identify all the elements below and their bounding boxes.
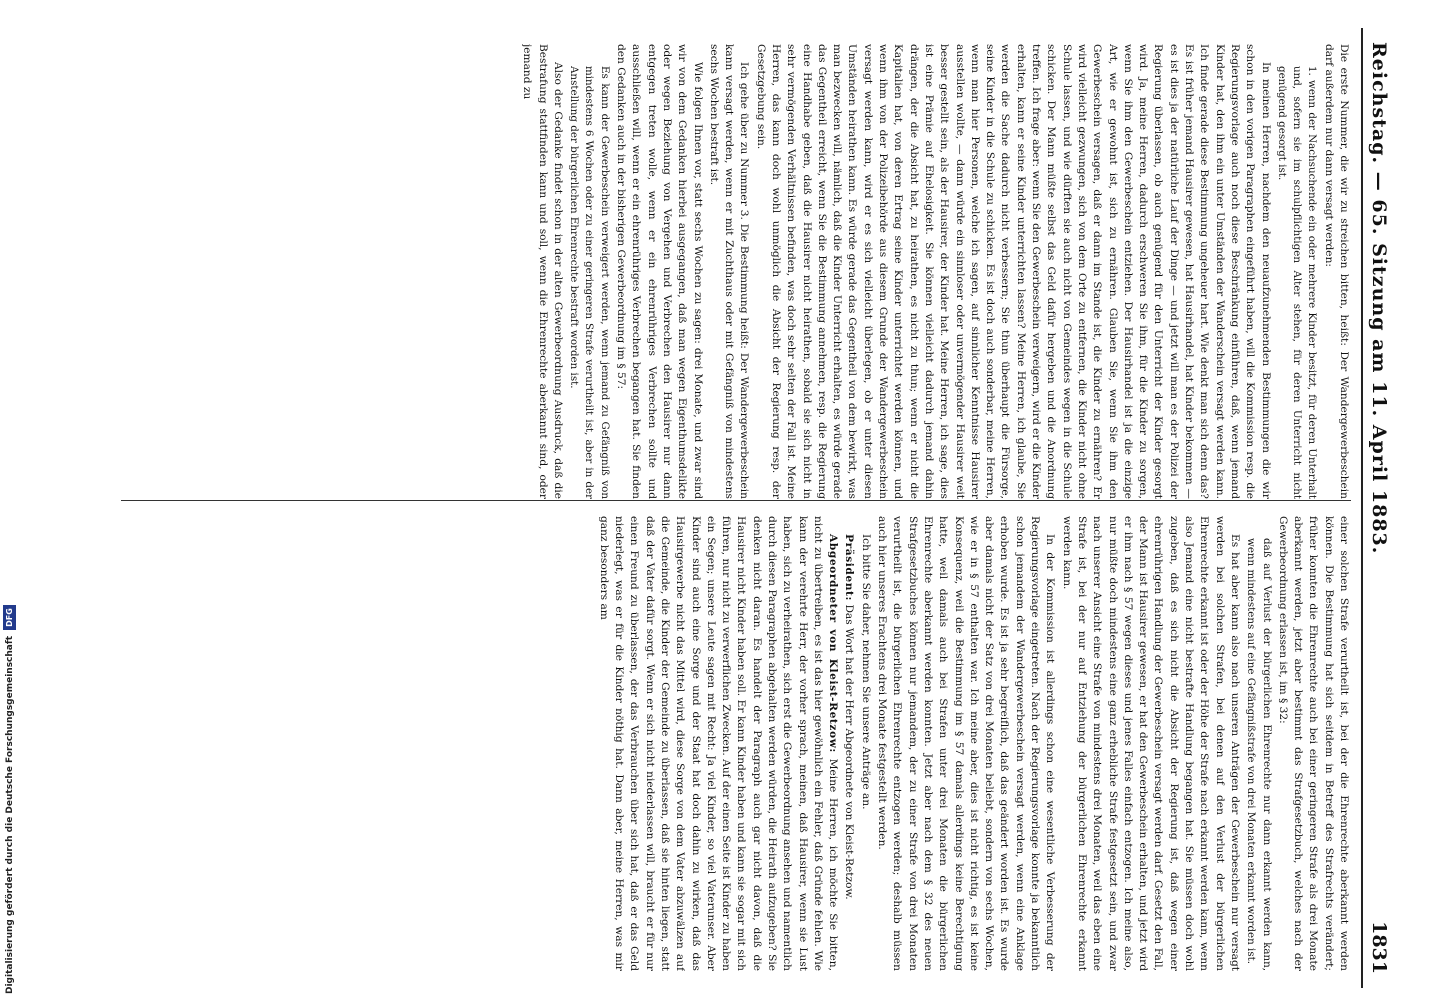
speech-text: Meine Herren, ich möchte Sie bitten, nicht zu übertreiben, es ist das hier gewöhnlich ein Fehler, daß Gründe fehlen. Wie kann der verehrte Herr, der vorher sprach, meinen, daß Hausirer, wenn sie Lust haben, sich zu verheirathen, sich erst die Gewerbeordnung ansehen und namentlich durch diesen Paragraphen abgehalten werden würden, die Heirath aufzugeben? Sie denken nicht daran. Es handelt der Paragraph auch gar nicht davon, daß die Hausirer nicht Kinder haben soll. Er kann Kinder haben und kann sie sogar mit sich führen, nur nicht zu verwerflichen Zwecken. Auf der einen Seite ist Kinder zu haben ein Segen; unsere Leute sagen mit Recht: Ja viel Kinder, so viel Vaterunser. Aber Kinder sind auch eine Sorge und der Staat hat doch dahin zu wirken, daß das Hausirgewerbe nicht das Mittel wird, diese Sorge von dem Vater abzuwälzen auf die Gemeinde, die Kinder der Gemeinde zu überlassen, daß sie hinten liegen, statt daß der Vater dafür sorgt. Wenn er sich nicht niederlassen will, braucht er für nur einen Freund zu überlassen, der das Verbrauchen über sich hat, daß er das Geld niederlegt, was er für die Kinder nöthig hat. Dann aber, meine Herren, was mir ganz besonders am — [597, 516, 840, 971]
page-title: Reichstag. — 65. Sitzung am 11. April 1883. — [1368, 42, 1390, 555]
left-column — [121, 44, 1351, 499]
speaker-name: Präsident: — [843, 534, 856, 602]
quoted-paragraph: daß auf Verlust der bürgerlichen Ehrenrechte nur dann erkannt werden kann, wenn mindestens auf eine Gefängnißstrafe von drei Monaten erkannt worden ist. — [1245, 538, 1273, 971]
speaker-paragraph — [841, 516, 856, 971]
speaker-name: Abgeordneter von Kleist-Retzow: — [827, 534, 840, 753]
digitization-credit — [0, 0, 20, 1000]
paragraph: Wie folgen Ihnen vor, statt sechs Wochen zu sagen: drei Monate, und zwar sind wir von dem Gedanken hierbei ausgegangen, daß man wegen Eigenthumsdelikte oder wegen Beziehung von Vergehen und Verbrechen den Hausirer nur dann entgegen treten wolle, wenn er ein ehrenrühriges Verbrechen sollte und ausschließen will, wenn er ein ehrenrühriges Verbrechen begangen hat. Sie finden den Gedanken auch in der bisherigen Gewerbeordnung im § 57: — [615, 44, 704, 499]
paragraph: einer solchen Strafe verurtheilt ist, bei der die Ehrenrechte aberkannt werden können. Die Bestimmung hat sich seitdem in Betreff des Strafrechts verändert; früher konnten die Ehrenrechte auch bei einer geringeren Strafe als drei Monate aberkannt werden, jetzt aber bestimmt das Strafgesetzbuch, welches nach der Gewerbeordnung erlassen ist, im § 32: — [1276, 516, 1350, 971]
newspaper-page — [105, 28, 1395, 988]
paragraph: In der Kommission ist allerdings schon eine wesentliche Verbesserung der Regierungsvorlage eingetreten. Nach der Regierungsvorlage konnte ja bekanntlich schon jemandem der Wandergewerbeschein versagt werden, wenn eine Anklage erhoben wurde. Es ist ja sehr begreiflich, daß das geändert worden ist. Es wurde aber damals nicht der Satz von drei Monaten beliebt, sondern von sechs Wochen, wie er in § 57 enthalten war. Ich meine aber, dies ist nicht richtig, es ist keine Konsequenz, weil die Bestimmung im § 57 damals allerdings keine Berechtigung hatte, weil damals auch bei Strafen unter drei Monaten die bürgerlichen Ehrenrechte aberkannt werden konnten. Jetzt aber nach dem § 32 des neuen Strafgesetzbuches können nur jemandem, der zu einer Strafe von drei Monaten verurtheilt ist, die bürgerlichen Ehrenrechte entzogen werden; deshalb müssen auch hier unseres Erachtens drei Monate festgestellt werden. — [876, 516, 1057, 971]
paragraph: Ich gehe über zu Nummer 3. Die Bestimmung heißt: Der Wandergewerbeschein kann versagt werden, wenn er mit Zuchthaus oder mit Gefängniß von mindestens sechs Wochen bestraft ist. — [707, 44, 751, 499]
page-number: 1831 — [1368, 921, 1390, 974]
dfg-logo: DFG — [3, 605, 16, 630]
paragraph: Es hat aber kann also nach unseren Anträgen der Gewerbeschein nur versagt werden bei solchen Strafen, bei denen auf den Verlust der bürgerlichen Ehrenrechte erkannt ist oder der Höhe der Strafe nach erkannt werden kann, wenn also Jemand eine nicht bestrafte Handlung begangen hat. Sie müssen doch wohl zugeben, daß es sich nicht die Absicht der Regierung ist, daß wegen einer ehrenrührigen Handlung der Gewerbeschein versagt werden darf. Gesetzt den Fall, der Mann ist Hausirer gewesen, er hat den Gewerbeschein erhalten, und jetzt wird er ihm nach § 57 wegen dieses und jenes Falles einfach entzogen. Ich meine also, nur müßte doch mindestens eine ganz erhebliche Strafe festgesetzt sein, und zwar nach unserer Ansicht eine Strafe von mindestens drei Monaten, weil das eben eine Strafe ist, bei der nur auf Entziehung der bürgerlichen Ehrenrechte erkannt werden kann. — [1060, 516, 1241, 971]
quoted-paragraph: 1. wenn der Nachsuchende ein oder mehrere Kinder besitzt, für deren Unterhalt und, sofern sie im schulpflichtigen Alter stehen, für deren Unterricht nicht genügend gesorgt ist. — [1275, 66, 1319, 499]
paragraph: In meinen Herren, nachdem den neuaufzunehmenden Bestimmungen die wir schon in den vorigen Paragraphen eingeführt haben, will die Kommission resp. die Regierungsvorlage auch noch diese Beschränkung einführen, daß, wenn jemand Kinder hat, den ihm ein unter Umständen der Wanderschein versagt werden kann. Ich finde gerade diese Bestimmung ungeheuer hart. Wie denkt man sich denn das? Es ist früher jemand Hausirer gewesen, hat Hausirhandel, hat Kinder bekommen — es ist dies ja der natürliche Lauf der Dinge — und jetzt will man es der Polizei der Regierung überlassen, ob auch genügend für den Unterricht der Kinder gesorgt wird. Ja, meine Herren, dadurch erschweren Sie ihm, für die Kinder zu sorgen, wenn Sie ihm den Gewerbeschein entziehen. Der Hausirhandel ist ja die einzige Art, wie er gewohnt ist, sich zu ernähren. Glauben Sie, wenn Sie ihm den Gewerbeschein versagen, daß er dann im Stande ist, die Kinder zu ernähren? Er wird vielleicht gezwungen, sich von dem Orte zu entfernen, die Kinder nicht ohne Schule lassen, und wie dürften sie auch nicht von Gemeindes wegen in die Schule schicken. Der Mann müßte selbst das Geld dafür hergeben und die Anordnung treffen. Ich frage aber: wenn Sie den Gewerbeschein verweigern, wird er die Kinder erhalten, kann er seine Kinder unterrichten lassen? Meine Herren, ich glaube, Sie werden die Sache dadurch nicht verbessern; Sie thun überhaupt die Fürsorge, seine Kinder in die Schule zu schicken. Es ist doch auch sonderbar, meine Herren, wenn man hier Personen, welche ich sagen, auf sinnlicher Kenntnisse Hausirer ausstellen wollte, — dann würde ein sinnloser oder unvermögender Hausirer weit besser gestellt sein, als der Hausirer, der Kinder hat. Meine Herren, ich sage, dies ist eine Prämie auf Ehelosigkeit. Sie können vielleicht dadurch jemand dahin drängen, der die Absicht hat, zu heirathen, es nicht zu thun; wenn er nicht die Kapitalien hat, von deren Ertrag seine Kinder unterrichtet werden können, und wenn ihm von der Polizeibehörde aus diesem Grunde der Wandergewerbeschein versagt werden kann, wird er es sich vielleicht überlegen, ob er unter diesen Umständen heirathen kann. Es würde gerade das Gegentheil von dem bewirkt, was man bezwecken will, nämlich, daß die Kinder Unterricht erhalten, es würde gerade das Gegentheil erreicht, wenn Sie die Bestimmung annehmen, resp. die Regierung eine Handhabe geben, daß die Hausirer nicht heirathen, sobald sie sich nicht in sehr vermögenden Verhältnissen befinden, was doch sehr selten der Fall ist. Meine Herren, das kann doch wohl unmöglich die Absicht der Regierung resp. der Gesetzgebung sein. — [754, 44, 1272, 499]
column-divider — [121, 500, 1351, 501]
paragraph: Die erste Nummer, die wir zu streichen bitten, heißt: Der Wandergewerbeschein darf außerdem nur dann versagt werden: — [1322, 44, 1350, 499]
paragraph: Also der Gedanke findet schon in der alten Gewerbeordnung Ausdruck, daß die Bestrafung stattfinden kann und soll, wenn die Ehrenrechte aberkannt sind, oder jemand zu — [521, 44, 564, 499]
paragraph: Ich bitte Sie daher, nehmen Sie unsere Anträge an. — [859, 534, 872, 810]
page-header — [1361, 28, 1395, 988]
speaker-paragraph — [595, 516, 840, 971]
speech-text: Das Wort hat der Herr Abgeordnete von Kleist-Retzow. — [843, 604, 856, 900]
credit-text: Digitalisierung gefördert durch die Deutsche Forschungsgemeinschaft — [4, 635, 15, 994]
right-column — [121, 516, 1351, 971]
quoted-paragraph: Es kann der Gewerbeschein verweigert werden, wenn jemand zu Gefängniß von mindestens 6 Wochen oder zu einer geringeren Strafe verurtheilt ist, aber in der Anstellung der bürgerlichen Ehrenrechte bestraft worden ist. — [568, 66, 611, 499]
